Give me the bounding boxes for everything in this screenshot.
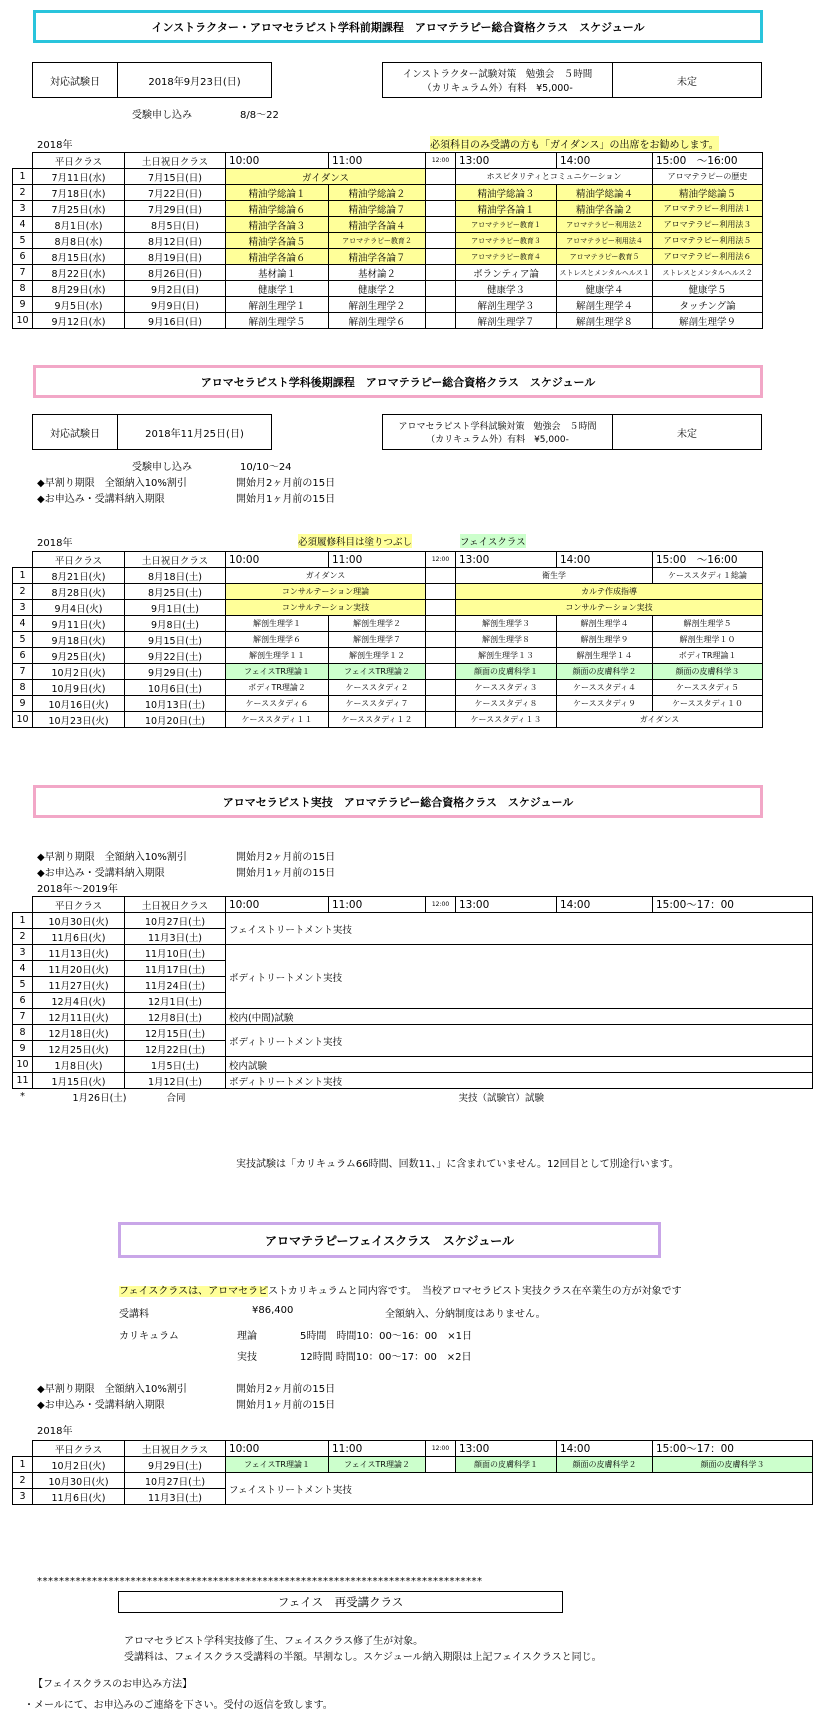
deadline-label: ◆お申込み・受講料納入期限 — [37, 1400, 165, 1411]
col-header: 12:00 — [426, 897, 456, 913]
table-row: 1 10月2日(火) 9月29日(土) フェイスTR理論１ フェイスTR理論２ 顔面の皮膚科学１ 顔面の皮膚科学２ 顔面の皮膚科学３ — [13, 1457, 813, 1473]
table-row: 1 8月21日(火) 8月18日(土) ガイダンス 衛生学 ケーススタディ１総論 — [13, 568, 763, 584]
year-label-3: 2018年～2019年 — [37, 884, 118, 895]
deadline-value: 開始月1ヶ月前の15日 — [236, 868, 336, 879]
early-discount-value: 開始月2ヶ月前の15日 — [236, 478, 336, 489]
exam-date-label: 対応試験日 — [33, 415, 118, 449]
col-header: 11:00 — [329, 552, 426, 568]
study-session-box-2 — [382, 414, 762, 450]
early-discount-value: 開始月2ヶ月前の15日 — [236, 852, 336, 863]
col-header: 土日祝日クラス — [125, 897, 226, 913]
study-session-box-1 — [382, 62, 762, 98]
table-header-row — [13, 1441, 813, 1457]
face-class-intro: フェイスクラスは、アロマセラピストカリキュラムと同内容です。 当校アロマセラピスト実技クラス在卒業生の方が対象です — [119, 1286, 682, 1297]
legend-required: 必須履修科目は塗りつぶし — [298, 534, 412, 548]
table-row: 7 8月22日(水) 8月26日(日) 基材論１ 基材論２ ボランティア論 ストレスとメンタルヘルス１ ストレスとメンタルヘルス２ — [13, 265, 763, 281]
table-row: 7 10月2日(火) 9月29日(土) フェイスTR理論１ フェイスTR理論２ 顔面の皮膚科学１ 顔面の皮膚科学２ 顔面の皮膚科学３ — [13, 664, 763, 680]
col-header: 13:00 — [456, 153, 557, 169]
table-row: * 1月26日(土) 合同 実技（試験官）試験 — [20, 1091, 545, 1104]
study-session-info: インストラクター試験対策 勉強会 ５時間 （カリキュラム外）有料 ¥5,000- — [383, 63, 613, 97]
apply-label-1: 受験申し込み — [132, 110, 192, 121]
legend-face-class: フェイスクラス — [460, 534, 526, 548]
table-row: 2 8月28日(火) 8月25日(土) コンサルテーション理論 カルテ作成指導 — [13, 584, 763, 600]
fee-note: 全額納入、分納制度はありません。 — [385, 1309, 546, 1320]
theory-label: 理論 — [237, 1331, 257, 1342]
section1-title: インストラクター・アロマセラピスト学科前期課程 アロマテラピー総合資格クラス スケジュール — [33, 10, 763, 43]
table-row: 5 8月8日(水) 8月12日(日) 精油学各論５ アロマテラピー教育２ アロマテラピー教育３ アロマテラピー利用法４ アロマテラピー利用法５ — [13, 233, 763, 249]
table-row: 2 7月18日(水) 7月22日(日) 精油学総論１ 精油学総論２ 精油学総論３ 精油学総論４ 精油学総論５ — [13, 185, 763, 201]
table-row: 8 12月18日(火) 12月15日(土) ボディトリートメント実技 — [13, 1025, 813, 1041]
col-header: 土日祝日クラス — [125, 552, 226, 568]
table-row: 9 10月16日(火) 10月13日(土) ケーススタディ６ ケーススタディ７ ケーススタディ８ ケーススタディ９ ケーススタディ１０ — [13, 696, 763, 712]
section3-title: アロマセラピスト実技 アロマテラピー総合資格クラス スケジュール — [33, 785, 763, 818]
col-header: 平日クラス — [33, 552, 125, 568]
table-row: 6 9月25日(火) 9月22日(土) 解剖生理学１１ 解剖生理学１２ 解剖生理学１３ 解剖生理学１４ ボディTR理論１ — [13, 648, 763, 664]
table-row: 6 8月15日(水) 8月19日(日) 精油学各論６ 精油学各論７ アロマテラピー教育４ アロマテラピー教育５ アロマテラピー利用法６ — [13, 249, 763, 265]
table-row: 7 12月11日(火) 12月8日(土) 校内(中間)試験 — [13, 1009, 813, 1025]
table-row: 10 10月23日(火) 10月20日(土) ケーススタディ１１ ケーススタディ１２ ケーススタディ１３ ガイダンス — [13, 712, 763, 728]
practice-value: 12時間 時間10：00～17：00 ×2日 — [300, 1352, 472, 1363]
exam-date-box-1 — [32, 62, 272, 98]
col-header: 平日クラス — [33, 1441, 125, 1457]
fee-label: 受講料 — [119, 1309, 149, 1320]
table-row: 5 9月18日(火) 9月15日(土) 解剖生理学６ 解剖生理学７ 解剖生理学８ 解剖生理学９ 解剖生理学１０ — [13, 632, 763, 648]
table-row: 1 7月11日(水) 7月15日(日) ガイダンス ホスピタリティとコミュニケーション アロマテラピーの歴史 — [13, 169, 763, 185]
study-session-info: アロマセラピスト学科試験対策 勉強会 ５時間 （カリキュラム外）有料 ¥5,000- — [383, 415, 613, 449]
star-divider: ********************************************************************************* — [37, 1576, 483, 1587]
exam-date-value: 2018年9月23日(日) — [148, 76, 241, 88]
deadline-label: ◆お申込み・受講料納入期限 — [37, 868, 165, 879]
section2-title: アロマセラピスト学科後期課程 アロマテラピー総合資格クラス スケジュール — [33, 365, 763, 398]
col-header: 10:00 — [226, 552, 329, 568]
year-label-1: 2018年 — [37, 140, 73, 151]
col-header: 15:00～17：00 — [653, 1441, 813, 1457]
table-row: 4 9月11日(火) 9月8日(土) 解剖生理学１ 解剖生理学２ 解剖生理学３ 解剖生理学４ 解剖生理学５ — [13, 616, 763, 632]
col-header: 13:00 — [456, 897, 557, 913]
section4-title: アロマテラピーフェイスクラス スケジュール — [118, 1222, 661, 1258]
exam-date-value: 2018年11月25日(日) — [145, 428, 244, 440]
practical-exam-note: 実技試験は「カリキュラム66時間、回数11、」に含まれていません。12回目として別途行います。 — [236, 1159, 679, 1170]
practice-label: 実技 — [237, 1352, 257, 1363]
table-row: 8 8月29日(水) 9月2日(日) 健康学１ 健康学２ 健康学３ 健康学４ 健康学５ — [13, 281, 763, 297]
apply-period-2: 10/10～24 — [240, 462, 292, 473]
col-header: 14:00 — [557, 552, 653, 568]
deadline-value: 開始月1ヶ月前の15日 — [236, 494, 336, 505]
early-discount-label: ◆早割り期限 全額納入10%割引 — [37, 852, 187, 863]
schedule-table-1 — [12, 152, 763, 329]
early-discount-label: ◆早割り期限 全額納入10%割引 — [37, 1384, 187, 1395]
col-header: 11:00 — [329, 153, 426, 169]
col-header: 14:00 — [557, 153, 653, 169]
table-row: 3 9月4日(火) 9月1日(土) コンサルテーション実技 コンサルテーション実技 — [13, 600, 763, 616]
table-row: 4 8月1日(水) 8月5日(日) 精油学各論３ 精油学各論４ アロマテラピー教育１ アロマテラピー利用法２ アロマテラピー利用法３ — [13, 217, 763, 233]
study-session-status: 未定 — [677, 76, 697, 88]
theory-value: 5時間 時間10：00～16：00 ×1日 — [300, 1331, 473, 1342]
col-header: 12:00 — [426, 153, 456, 169]
retake-class-title: フェイス 再受講クラス — [118, 1591, 563, 1613]
table-row: 3 7月25日(水) 7月29日(日) 精油学総論６ 精油学総論７ 精油学各論１ 精油学各論２ アロマテラピー利用法１ — [13, 201, 763, 217]
exam-date-box-2 — [32, 414, 272, 450]
col-header: 15:00 ～16:00 — [653, 153, 763, 169]
col-header: 12:00 — [426, 552, 456, 568]
schedule-table-4 — [12, 1440, 813, 1505]
table-row: 4 11月20日(火) 11月17日(土) — [13, 961, 813, 977]
application-method-title: 【フェイスクラスのお申込み方法】 — [33, 1679, 193, 1690]
table-header-row — [13, 897, 813, 913]
schedule-table-2 — [12, 551, 763, 728]
table-row: 2 11月6日(火) 11月3日(土) — [13, 929, 813, 945]
study-session-status: 未定 — [677, 428, 697, 440]
table-row: 10 9月12日(水) 9月16日(日) 解剖生理学５ 解剖生理学６ 解剖生理学７ 解剖生理学８ 解剖生理学９ — [13, 313, 763, 329]
col-header: 10:00 — [226, 153, 329, 169]
col-header: 11:00 — [329, 897, 426, 913]
year-label-4: 2018年 — [37, 1426, 73, 1437]
col-header: 平日クラス — [33, 153, 125, 169]
fee-value: ¥86,400 — [252, 1305, 294, 1316]
col-header: 11:00 — [329, 1441, 426, 1457]
col-header: 土日祝日クラス — [125, 153, 226, 169]
col-header: 10:00 — [226, 897, 329, 913]
col-header: 13:00 — [456, 552, 557, 568]
early-discount-label: ◆早割り期限 全額納入10%割引 — [37, 478, 187, 489]
table-row: 9 12月25日(火) 12月22日(土) — [13, 1041, 813, 1057]
col-header: 土日祝日クラス — [125, 1441, 226, 1457]
schedule-table-3 — [12, 896, 813, 1104]
year-label-2: 2018年 — [37, 538, 73, 549]
col-header: 10:00 — [226, 1441, 329, 1457]
col-header: 13:00 — [456, 1441, 557, 1457]
retake-line-1: アロマセラピスト学科実技修了生、フェイスクラス修了生が対象。 — [124, 1636, 424, 1647]
apply-label-2: 受験申し込み — [132, 462, 192, 473]
table-row: 3 11月13日(火) 11月10日(土) ボディトリートメント実技 — [13, 945, 813, 961]
application-method-line: ・メールにて、お申込みのご連絡を下さい。受付の返信を致します。 — [24, 1700, 333, 1711]
table-row: 8 10月9日(火) 10月6日(土) ボディTR理論２ ケーススタディ２ ケーススタディ３ ケーススタディ４ ケーススタディ５ — [13, 680, 763, 696]
col-header: 15:00～17：00 — [653, 897, 813, 913]
col-header: 15:00 ～16:00 — [653, 552, 763, 568]
table-header-row — [13, 153, 763, 169]
early-discount-value: 開始月2ヶ月前の15日 — [236, 1384, 336, 1395]
table-row: 5 11月27日(火) 11月24日(土) — [13, 977, 813, 993]
table-row: 6 12月4日(火) 12月1日(土) — [13, 993, 813, 1009]
table-row: 10 1月8日(火) 1月5日(土) 校内試験 — [13, 1057, 813, 1073]
col-header: 平日クラス — [33, 897, 125, 913]
deadline-label: ◆お申込み・受講料納入期限 — [37, 494, 165, 505]
table-row: 2 10月30日(火) 10月27日(土) フェイストリートメント実技 — [13, 1473, 813, 1489]
col-header: 14:00 — [557, 1441, 653, 1457]
table-row: 3 11月6日(火) 11月3日(土) — [13, 1489, 813, 1505]
table-header-row — [13, 552, 763, 568]
apply-period-1: 8/8～22 — [240, 110, 279, 121]
table-row: 11 1月15日(火) 1月12日(土) ボディトリートメント実技 — [13, 1073, 813, 1089]
curriculum-label: カリキュラム — [119, 1331, 179, 1342]
retake-line-2: 受講料は、フェイスクラス受講料の半額。早割なし。スケジュール納入期限は上記フェイスクラスと同じ。 — [124, 1652, 602, 1663]
exam-date-label: 対応試験日 — [33, 63, 118, 97]
table-row: 1 10月30日(火) 10月27日(土) フェイストリートメント実技 — [13, 913, 813, 929]
col-header: 12:00 — [426, 1441, 456, 1457]
table-row: 9 9月5日(水) 9月9日(日) 解剖生理学１ 解剖生理学２ 解剖生理学３ 解剖生理学４ タッチング論 — [13, 297, 763, 313]
deadline-value: 開始月1ヶ月前の15日 — [236, 1400, 336, 1411]
guidance-note: 必須科目のみ受講の方も「ガイダンス」の出席をお勧めします。 — [430, 136, 719, 151]
col-header: 14:00 — [557, 897, 653, 913]
